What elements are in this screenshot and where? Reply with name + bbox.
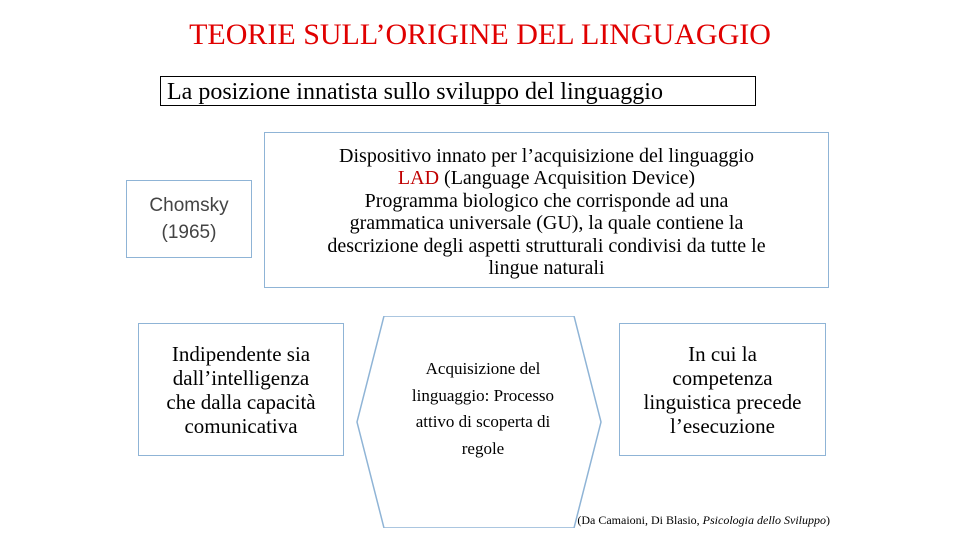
lad-definition-box <box>264 132 829 288</box>
acquisition-line-2: linguaggio: Processo <box>411 385 555 405</box>
independence-line-2: dall’intelligenza <box>172 365 310 390</box>
acquisition-process-text <box>388 356 578 462</box>
author-name: Chomsky <box>149 195 229 216</box>
lad-acronym: LAD <box>397 167 440 190</box>
subtitle-box: La posizione innatista sullo sviluppo del linguaggio <box>160 76 756 106</box>
lad-line-5: descrizione degli aspetti strutturali condivisi da tutte le <box>327 234 766 257</box>
citation-book-title: Psicologia dello Sviluppo <box>702 513 826 527</box>
independence-box <box>138 323 344 456</box>
lad-line-4: grammatica universale (GU), la quale contiene la <box>349 212 744 235</box>
author-year: (1965) <box>161 222 217 243</box>
lad-line-2 <box>265 167 828 189</box>
lad-acronym-expansion: (Language Acquisition Device) <box>439 167 696 190</box>
independence-line-4: comunicativa <box>184 413 298 438</box>
acquisition-line-1: Acquisizione del <box>425 359 541 378</box>
lad-line-6: lingue naturali <box>488 257 605 280</box>
page-title: TEORIE SULL’ORIGINE DEL LINGUAGGIO <box>189 18 771 51</box>
source-citation <box>460 513 830 528</box>
competence-line-4: l’esecuzione <box>670 413 775 438</box>
lad-line-3: Programma biologico che corrisponde ad una <box>364 189 729 212</box>
acquisition-line-4: regole <box>461 438 505 458</box>
citation-suffix: ) <box>826 513 830 527</box>
competence-box <box>619 323 826 456</box>
author-box <box>126 180 252 258</box>
acquisition-line-3: attivo di scoperta di <box>415 412 551 431</box>
citation-prefix: (Da Camaioni, Di Blasio, <box>577 513 703 527</box>
competence-line-1: In cui la <box>688 341 757 366</box>
independence-line-1: Indipendente sia <box>171 341 311 366</box>
competence-line-3: linguistica precede <box>643 389 802 414</box>
independence-line-3: che dalla capacità <box>166 389 316 414</box>
lad-line-1: Dispositivo innato per l’acquisizione del linguaggio <box>339 145 754 167</box>
competence-line-2: competenza <box>672 365 773 390</box>
